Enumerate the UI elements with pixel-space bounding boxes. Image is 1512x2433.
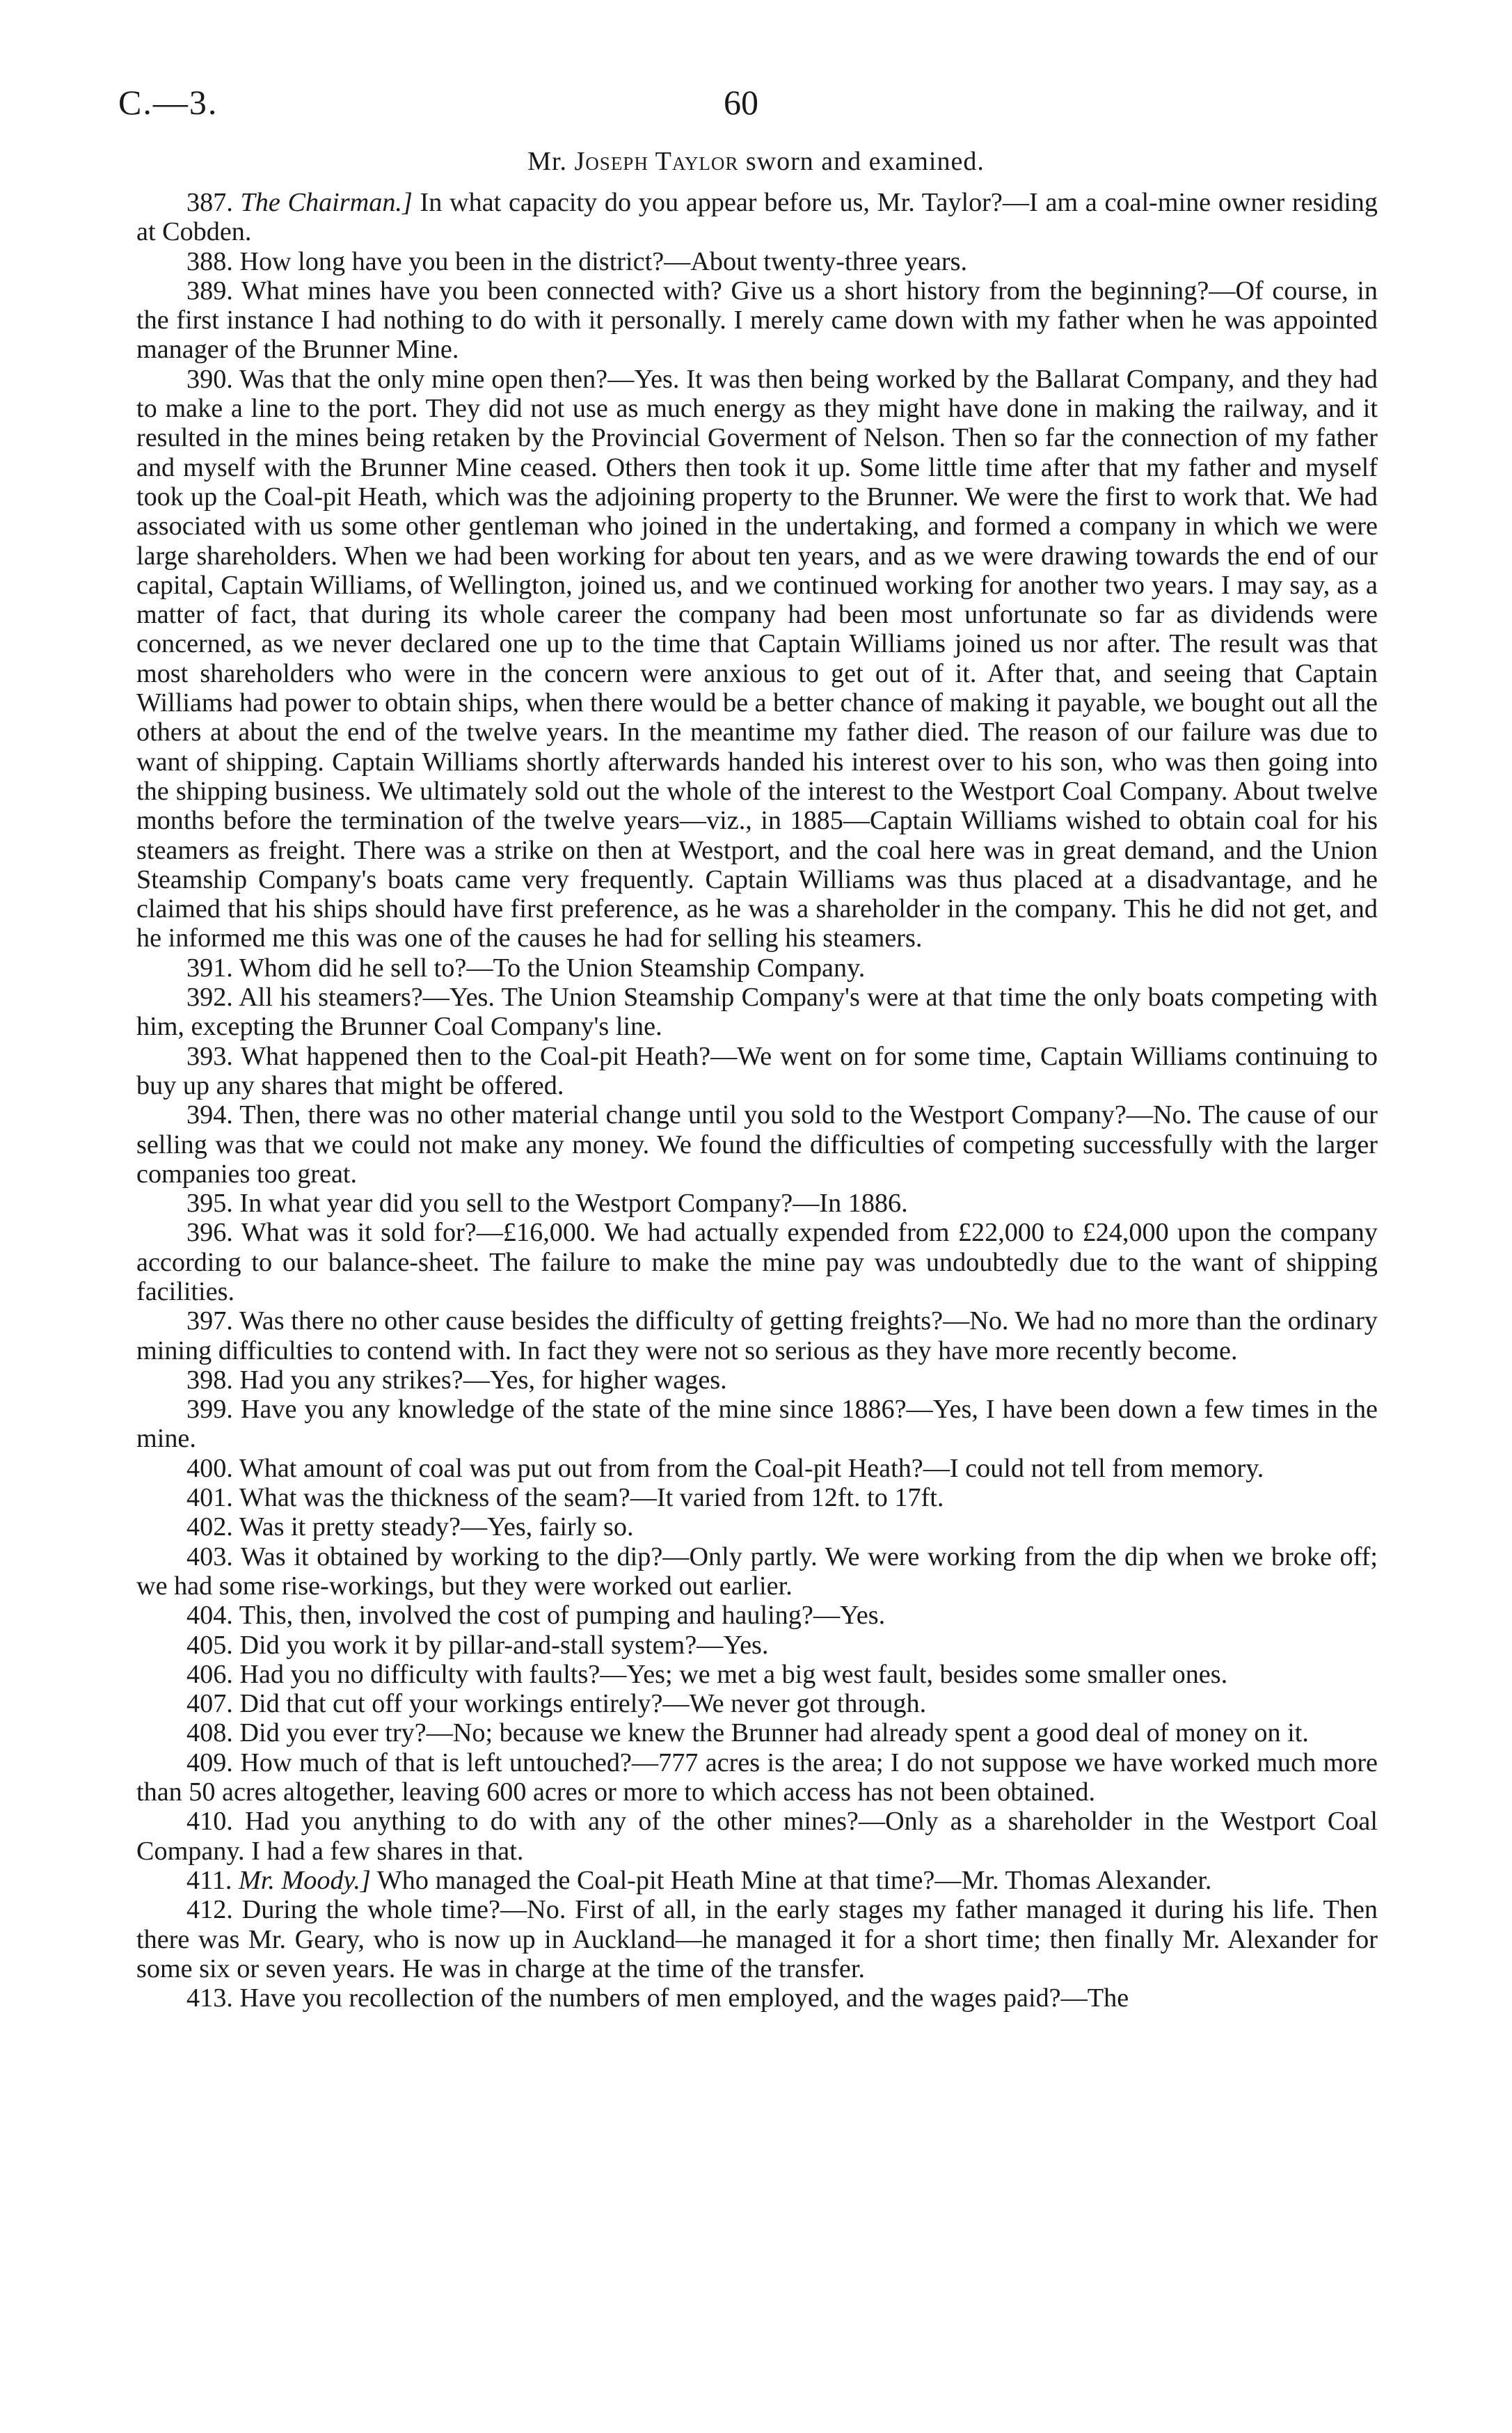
- question-text: Did that cut off your workings entirely?—We never got through.: [239, 1689, 927, 1719]
- question-number: 392.: [186, 983, 233, 1013]
- question-text: Then, there was no other material change until you sold to the Westport Company?—No. The cause of our selling was that we could not make any money. We found the difficulties of competing successfully with the larger companies too great.: [136, 1100, 1378, 1189]
- speaker-label: The Chairman.]: [240, 188, 413, 217]
- question-text: What mines have you been connected with? Give us a short history from the beginning?—Of course, in the first instance I had nothing to do with it personally. I merely came down with my father when he was appointed manager of the Brunner Mine.: [136, 276, 1378, 365]
- question-number: 408.: [186, 1718, 233, 1748]
- document-reference: C.—3.: [118, 83, 218, 122]
- question-text: All his steamers?—Yes. The Union Steamship Company's were at that time the only boats competing with him, excepting the Brunner Coal Company's line.: [136, 983, 1378, 1042]
- question-paragraph: [136, 1218, 1378, 1306]
- question-number: 396.: [186, 1218, 233, 1248]
- question-paragraph: [136, 1748, 1378, 1807]
- question-text: In what capacity do you appear before us, Mr. Taylor?—I am a coal-mine owner residing at Cobden.: [136, 188, 1378, 247]
- question-paragraph: [136, 1189, 1378, 1218]
- question-paragraph: [136, 1542, 1378, 1601]
- question-number: 404.: [186, 1601, 233, 1631]
- question-text: Was that the only mine open then?—Yes. It was then being worked by the Ballarat Company, and they had to make a line to the port. They did not use as much energy as they might have done in making the railway, and it resulted in the mines being retaken by the Provincial Goverment of Nelson. Then so far the connection of my father and myself with the Brunner Mine ceased. Others then took it up. Some little time after that my father and myself took up the Coal-pit Heath, which was the adjoining property to the Brunner. We were the first to work that. We had associated with us some other gentleman who joined in the undertaking, and formed a company in which we were large shareholders. When we had been working for about ten years, and as we were drawing towards the end of our capital, Captain Williams, of Wellington, joined us, and we continued working for another two years. I may say, as a matter of fact, that during its whole career the company had been most unfortunate so far as dividends were concerned, as we never declared one up to the time that Captain Williams joined us nor after. The result was that most shareholders who were in the concern were anxious to get out of it. After that, and seeing that Captain Williams had power to obtain ships, when there would be a better chance of making it payable, we bought out all the others at about the end of the twelve years. In the meantime my father died. The reason of our failure was due to want of shipping. Captain Williams shortly afterwards handed his interest over to his son, who was then going into the shipping business. We ultimately sold out the whole of the interest to the Westport Coal Company. About twelve months before the termination of the twelve years—viz., in 1885—Captain Williams wished to obtain coal for his steamers as freight. There was a strike on then at Westport, and the coal here was in great demand, and the Union Steamship Company's boats came very frequently. Captain Williams was thus placed at a disadvantage, and he claimed that his ships should have first preference, as he was a shareholder in the company. This he did not get, and he informed me this was one of the causes he had for selling his steamers.: [136, 364, 1378, 953]
- question-number: 405.: [186, 1630, 233, 1660]
- question-number: 411.: [186, 1865, 232, 1895]
- question-paragraph: [136, 1718, 1378, 1748]
- question-number: 412.: [186, 1895, 233, 1925]
- question-text: Have you recollection of the numbers of men employed, and the wages paid?—The: [239, 1983, 1129, 2013]
- question-number: 395.: [186, 1189, 233, 1219]
- question-paragraph: [136, 1306, 1378, 1365]
- question-number: 391.: [186, 953, 233, 983]
- witness-name: Joseph Taylor: [574, 147, 739, 176]
- question-text: What was it sold for?—£16,000. We had actually expended from £22,000 to £24,000 upon the company according to our balance-sheet. The failure to make the mine pay was undoubtedly due to the want of shipping facilities.: [136, 1218, 1378, 1306]
- question-text: Had you anything to do with any of the other mines?—Only as a shareholder in the Westport Coal Company. I had a few shares in that.: [136, 1807, 1378, 1866]
- question-text: Was it pretty steady?—Yes, fairly so.: [239, 1512, 634, 1542]
- question-number: 397.: [186, 1306, 233, 1336]
- question-text: Who managed the Coal-pit Heath Mine at that time?—Mr. Thomas Alexander.: [370, 1865, 1212, 1895]
- question-paragraph: [136, 983, 1378, 1042]
- question-number: 400.: [186, 1453, 233, 1483]
- question-text: Whom did he sell to?—To the Union Steamship Company.: [239, 953, 866, 983]
- question-number: 388.: [186, 246, 233, 276]
- question-number: 407.: [186, 1689, 233, 1719]
- testimony-body: [136, 188, 1378, 2013]
- question-paragraph: [136, 1454, 1378, 1483]
- section-title: [0, 146, 1512, 177]
- question-number: 402.: [186, 1512, 233, 1542]
- question-paragraph: [136, 188, 1378, 247]
- question-number: 389.: [186, 276, 233, 306]
- question-number: 401.: [186, 1483, 233, 1513]
- question-paragraph: [136, 1512, 1378, 1542]
- question-text: Have you any knowledge of the state of the mine since 1886?—Yes, I have been down a few times in the mine.: [136, 1395, 1378, 1454]
- question-text: Did you work it by pillar-and-stall system?—Yes.: [239, 1630, 769, 1660]
- question-paragraph: [136, 1601, 1378, 1630]
- question-number: 413.: [186, 1983, 233, 2013]
- question-paragraph: [136, 1042, 1378, 1101]
- speaker-label: Mr. Moody.]: [238, 1865, 371, 1895]
- question-paragraph: [136, 1395, 1378, 1454]
- question-paragraph: [136, 1983, 1378, 2013]
- question-paragraph: [136, 1807, 1378, 1866]
- question-text: During the whole time?—No. First of all, in the early stages my father managed it during his life. Then there was Mr. Geary, who is now up in Auckland—he managed it for a short time; then finally Mr. Alexander for some six or seven years. He was in charge at the time of the transfer.: [136, 1895, 1378, 1983]
- question-text: Was there no other cause besides the difficulty of getting freights?—No. We had no more than the ordinary mining difficulties to contend with. In fact they were not so serious as they have more recently become.: [136, 1306, 1378, 1365]
- question-paragraph: [136, 953, 1378, 983]
- question-number: 410.: [186, 1807, 233, 1837]
- title-prefix: Mr.: [527, 147, 575, 176]
- question-text: What amount of coal was put out from from the Coal-pit Heath?—I could not tell from memory.: [239, 1453, 1264, 1483]
- question-text: Had you no difficulty with faults?—Yes; we met a big west fault, besides some smaller ones.: [239, 1659, 1228, 1689]
- question-text: In what year did you sell to the Westport Company?—In 1886.: [239, 1189, 908, 1219]
- question-paragraph: [136, 247, 1378, 276]
- question-number: 398.: [186, 1365, 233, 1395]
- question-paragraph: [136, 1483, 1378, 1512]
- question-paragraph: [136, 1100, 1378, 1189]
- question-number: 409.: [186, 1748, 233, 1777]
- question-text: What happened then to the Coal-pit Heath?—We went on for some time, Captain Williams continuing to buy up any shares that might be offered.: [136, 1041, 1378, 1100]
- question-text: Was it obtained by working to the dip?—Only partly. We were working from the dip when we broke off; we had some rise-workings, but they were worked out earlier.: [136, 1542, 1378, 1601]
- question-paragraph: [136, 1895, 1378, 1983]
- question-number: 394.: [186, 1100, 233, 1130]
- question-paragraph: [136, 1689, 1378, 1718]
- question-text: This, then, involved the cost of pumping and hauling?—Yes.: [239, 1601, 886, 1631]
- question-number: 387.: [186, 188, 233, 217]
- question-text: Had you any strikes?—Yes, for higher wages.: [239, 1365, 727, 1395]
- title-suffix: sworn and examined.: [738, 147, 985, 176]
- question-paragraph: [136, 276, 1378, 365]
- question-number: 403.: [186, 1542, 233, 1571]
- page-number: 60: [724, 83, 758, 122]
- question-paragraph: [136, 1365, 1378, 1395]
- question-paragraph: [136, 365, 1378, 953]
- question-text: What was the thickness of the seam?—It varied from 12ft. to 17ft.: [239, 1483, 944, 1513]
- question-paragraph: [136, 1631, 1378, 1660]
- question-number: 399.: [186, 1395, 233, 1425]
- question-number: 406.: [186, 1659, 233, 1689]
- question-paragraph: [136, 1866, 1378, 1895]
- question-number: 390.: [186, 364, 233, 394]
- question-paragraph: [136, 1660, 1378, 1689]
- question-text: How long have you been in the district?—About twenty-three years.: [239, 246, 968, 276]
- question-number: 393.: [186, 1041, 233, 1071]
- question-text: How much of that is left untouched?—777 acres is the area; I do not suppose we have worked much more than 50 acres altogether, leaving 600 acres or more to which access has not been obtained.: [136, 1748, 1378, 1807]
- question-text: Did you ever try?—No; because we knew the Brunner had already spent a good deal of money on it.: [239, 1718, 1309, 1748]
